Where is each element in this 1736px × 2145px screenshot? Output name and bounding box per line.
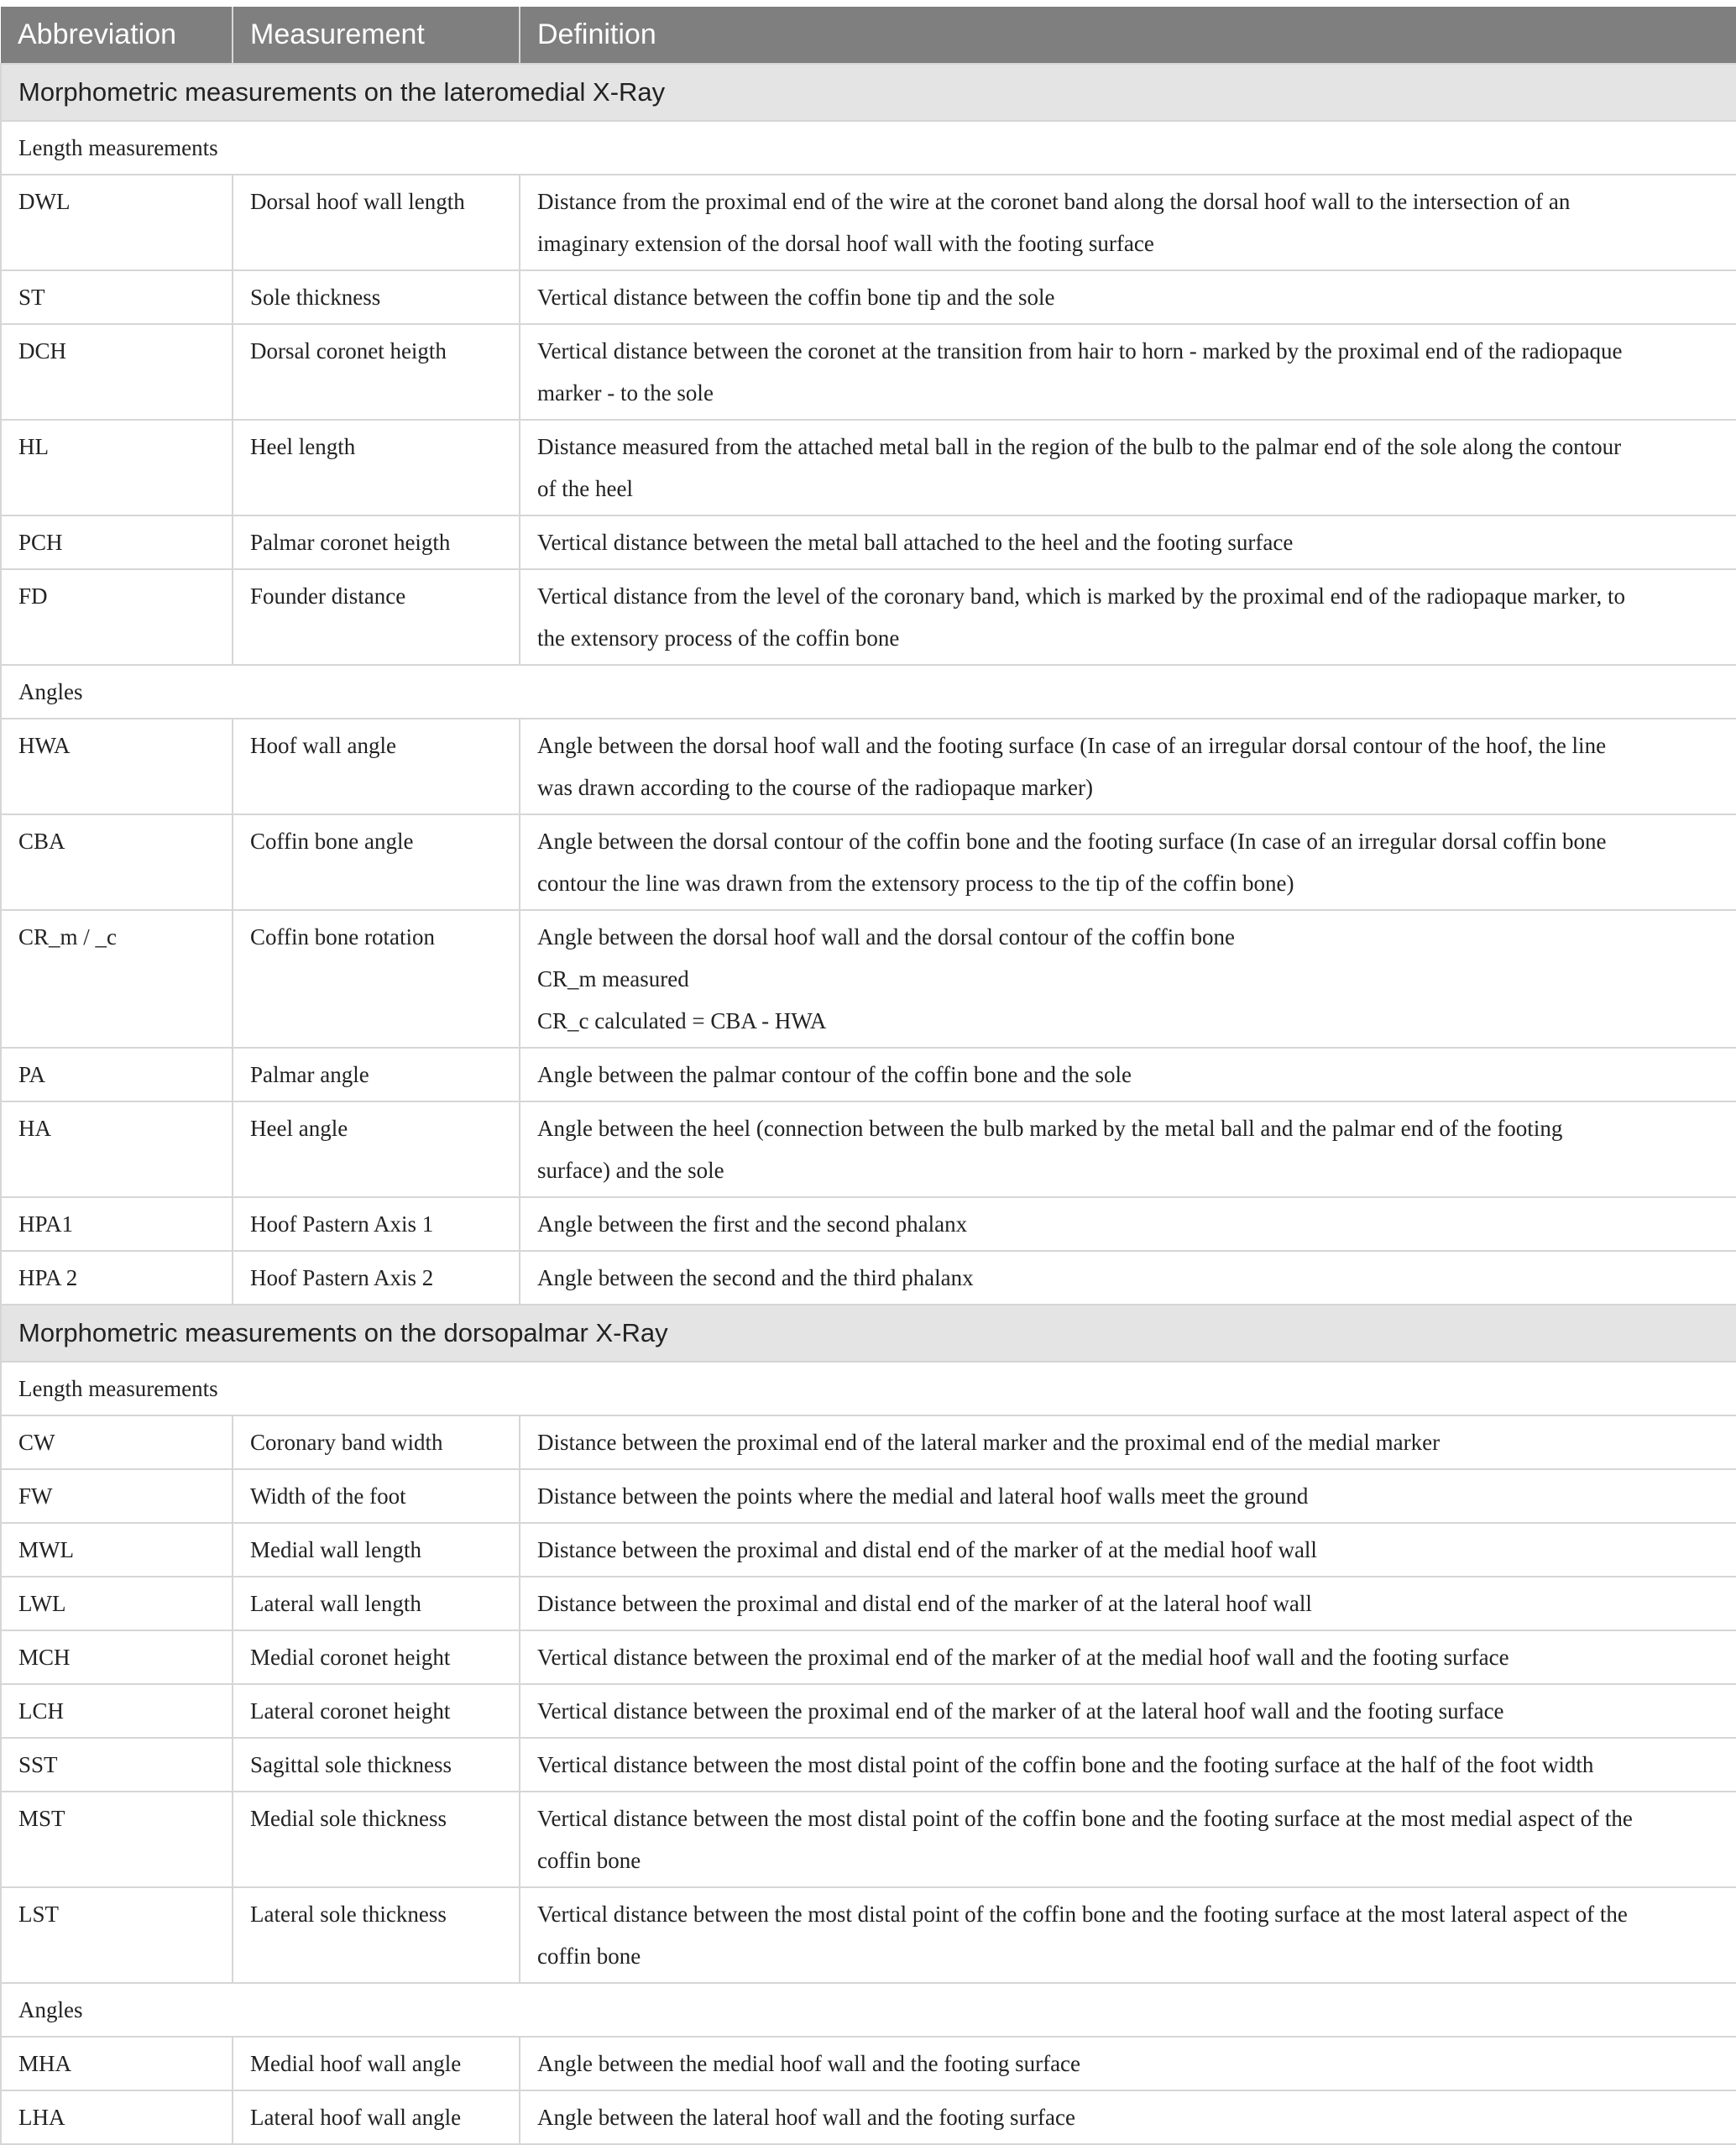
- table-row: [1, 515, 1736, 569]
- definition-line: Distance between the points where the medial and lateral hoof walls meet the ground: [537, 1483, 1309, 1509]
- measurement-cell: Coffin bone angle: [233, 814, 520, 910]
- definition-cell: [520, 1469, 1736, 1523]
- table-row: [1, 1469, 1736, 1523]
- measurement-cell: Sagittal sole thickness: [233, 1738, 520, 1792]
- abbreviation-cell: HPA 2: [1, 1251, 233, 1305]
- abbreviation-cell: CR_m / _c: [1, 910, 233, 1048]
- table-row: [1, 719, 1736, 814]
- measurements-table: [0, 7, 1736, 2145]
- definition-line: Distance between the proximal end of the lateral marker and the proximal end of the medial marker: [537, 1430, 1441, 1455]
- abbreviation-cell: DCH: [1, 324, 233, 420]
- abbreviation-cell: MCH: [1, 1630, 233, 1684]
- table-row: [1, 324, 1736, 420]
- header-row: [1, 7, 1736, 64]
- definition-line: Angle between the lateral hoof wall and the footing surface: [537, 2105, 1075, 2130]
- abbreviation-cell: HA: [1, 1101, 233, 1197]
- measurements-table-container: [0, 7, 1736, 2145]
- measurement-cell: Medial sole thickness: [233, 1792, 520, 1887]
- definition-line: CR_c calculated = CBA - HWA: [537, 1008, 827, 1033]
- definition-line: Distance between the proximal and distal end of the marker of at the lateral hoof wall: [537, 1591, 1312, 1616]
- abbreviation-cell: FD: [1, 569, 233, 665]
- definition-line: Distance measured from the attached metal ball in the region of the bulb to the palmar end of the sole along the contour: [537, 434, 1622, 459]
- abbreviation-cell: MHA: [1, 2037, 233, 2090]
- table-row: [1, 2090, 1736, 2144]
- section-row: [1, 1305, 1736, 1362]
- definition-line: Angle between the dorsal hoof wall and the footing surface (In case of an irregular dorsal contour of the hoof, the line: [537, 733, 1607, 758]
- abbreviation-cell: CBA: [1, 814, 233, 910]
- group-row: [1, 665, 1736, 719]
- table-row: [1, 910, 1736, 1048]
- measurement-cell: Dorsal hoof wall length: [233, 175, 520, 270]
- definition-cell: [520, 2090, 1736, 2144]
- measurement-cell: Medial hoof wall angle: [233, 2037, 520, 2090]
- table-row: [1, 1630, 1736, 1684]
- measurement-cell: Hoof Pastern Axis 1: [233, 1197, 520, 1251]
- abbreviation-cell: HWA: [1, 719, 233, 814]
- definition-cell: [520, 420, 1736, 515]
- definition-cell: [520, 1684, 1736, 1738]
- group-label: Angles: [1, 1983, 1736, 2037]
- definition-line: Vertical distance from the level of the coronary band, which is marked by the proximal end of the radiopaque marker, to: [537, 583, 1625, 609]
- abbreviation-cell: ST: [1, 270, 233, 324]
- table-row: [1, 1048, 1736, 1101]
- section-title: Morphometric measurements on the dorsopalmar X-Ray: [1, 1305, 1736, 1362]
- abbreviation-cell: MST: [1, 1792, 233, 1887]
- group-row: [1, 1983, 1736, 2037]
- definition-cell: [520, 175, 1736, 270]
- table-row: [1, 420, 1736, 515]
- measurement-cell: Coronary band width: [233, 1415, 520, 1469]
- table-row: [1, 270, 1736, 324]
- header-abbreviation: Abbreviation: [1, 7, 233, 64]
- measurement-cell: Hoof wall angle: [233, 719, 520, 814]
- definition-line: marker - to the sole: [537, 380, 714, 405]
- definition-cell: [520, 1523, 1736, 1577]
- definition-cell: [520, 1792, 1736, 1887]
- definition-line: Vertical distance between the most distal point of the coffin bone and the footing surface at the half of the foot width: [537, 1752, 1594, 1777]
- table-row: [1, 1792, 1736, 1887]
- measurement-cell: Medial coronet height: [233, 1630, 520, 1684]
- abbreviation-cell: PA: [1, 1048, 233, 1101]
- definition-cell: [520, 1048, 1736, 1101]
- table-row: [1, 814, 1736, 910]
- table-row: [1, 175, 1736, 270]
- abbreviation-cell: LCH: [1, 1684, 233, 1738]
- group-row: [1, 1362, 1736, 1415]
- section-title: Morphometric measurements on the lateromedial X-Ray: [1, 64, 1736, 121]
- table-header: [1, 7, 1736, 64]
- table-row: [1, 1887, 1736, 1983]
- measurement-cell: Sole thickness: [233, 270, 520, 324]
- measurement-cell: Lateral wall length: [233, 1577, 520, 1630]
- table-row: [1, 1738, 1736, 1792]
- abbreviation-cell: HL: [1, 420, 233, 515]
- table-row: [1, 1415, 1736, 1469]
- group-label: Angles: [1, 665, 1736, 719]
- definition-cell: [520, 1630, 1736, 1684]
- definition-cell: [520, 515, 1736, 569]
- abbreviation-cell: CW: [1, 1415, 233, 1469]
- group-label: Length measurements: [1, 121, 1736, 175]
- definition-cell: [520, 1738, 1736, 1792]
- table-row: [1, 1251, 1736, 1305]
- table-row: [1, 1101, 1736, 1197]
- definition-cell: [520, 1577, 1736, 1630]
- definition-line: Vertical distance between the most distal point of the coffin bone and the footing surface at the most lateral aspect of the: [537, 1902, 1628, 1927]
- measurement-cell: Width of the foot: [233, 1469, 520, 1523]
- abbreviation-cell: PCH: [1, 515, 233, 569]
- definition-line: Distance between the proximal and distal end of the marker of at the medial hoof wall: [537, 1537, 1317, 1562]
- definition-cell: [520, 270, 1736, 324]
- measurement-cell: Heel angle: [233, 1101, 520, 1197]
- definition-line: contour the line was drawn from the extensory process to the tip of the coffin bone): [537, 871, 1294, 896]
- definition-line: Vertical distance between the proximal end of the marker of at the lateral hoof wall and the footing surface: [537, 1698, 1504, 1724]
- definition-cell: [520, 2037, 1736, 2090]
- definition-line: Angle between the medial hoof wall and the footing surface: [537, 2051, 1081, 2076]
- abbreviation-cell: MWL: [1, 1523, 233, 1577]
- definition-line: Vertical distance between the proximal end of the marker of at the medial hoof wall and the footing surface: [537, 1645, 1509, 1670]
- abbreviation-cell: SST: [1, 1738, 233, 1792]
- abbreviation-cell: HPA1: [1, 1197, 233, 1251]
- definition-line: Angle between the second and the third phalanx: [537, 1265, 974, 1290]
- measurement-cell: Dorsal coronet heigth: [233, 324, 520, 420]
- definition-cell: [520, 814, 1736, 910]
- abbreviation-cell: LHA: [1, 2090, 233, 2144]
- definition-cell: [520, 1251, 1736, 1305]
- measurement-cell: Palmar coronet heigth: [233, 515, 520, 569]
- table-row: [1, 2037, 1736, 2090]
- definition-line: Angle between the palmar contour of the coffin bone and the sole: [537, 1062, 1132, 1087]
- measurement-cell: Founder distance: [233, 569, 520, 665]
- definition-line: Angle between the dorsal hoof wall and the dorsal contour of the coffin bone: [537, 924, 1236, 950]
- measurement-cell: Heel length: [233, 420, 520, 515]
- measurement-cell: Medial wall length: [233, 1523, 520, 1577]
- table-row: [1, 569, 1736, 665]
- table-row: [1, 1523, 1736, 1577]
- definition-cell: [520, 1101, 1736, 1197]
- measurement-cell: Palmar angle: [233, 1048, 520, 1101]
- group-row: [1, 121, 1736, 175]
- table-row: [1, 1577, 1736, 1630]
- definition-line: surface) and the sole: [537, 1158, 724, 1183]
- definition-line: CR_m measured: [537, 966, 689, 991]
- header-definition: Definition: [520, 7, 1736, 64]
- definition-line: Vertical distance between the coffin bone tip and the sole: [537, 285, 1055, 310]
- definition-line: Distance from the proximal end of the wire at the coronet band along the dorsal hoof wall to the intersection of an: [537, 189, 1571, 214]
- measurement-cell: Lateral coronet height: [233, 1684, 520, 1738]
- measurement-cell: Lateral sole thickness: [233, 1887, 520, 1983]
- measurement-cell: Hoof Pastern Axis 2: [233, 1251, 520, 1305]
- table-row: [1, 1684, 1736, 1738]
- definition-line: of the heel: [537, 476, 633, 501]
- table-body: [1, 64, 1736, 2144]
- abbreviation-cell: LST: [1, 1887, 233, 1983]
- definition-cell: [520, 324, 1736, 420]
- measurement-cell: Lateral hoof wall angle: [233, 2090, 520, 2144]
- definition-line: Vertical distance between the metal ball attached to the heel and the footing surface: [537, 530, 1294, 555]
- definition-cell: [520, 1415, 1736, 1469]
- definition-cell: [520, 1887, 1736, 1983]
- abbreviation-cell: LWL: [1, 1577, 233, 1630]
- table-row: [1, 1197, 1736, 1251]
- definition-line: the extensory process of the coffin bone: [537, 625, 900, 651]
- definition-cell: [520, 719, 1736, 814]
- definition-line: Vertical distance between the coronet at the transition from hair to horn - marked by the proximal end of the radiopaque: [537, 338, 1623, 364]
- abbreviation-cell: DWL: [1, 175, 233, 270]
- section-row: [1, 64, 1736, 121]
- definition-line: was drawn according to the course of the radiopaque marker): [537, 775, 1093, 800]
- definition-cell: [520, 569, 1736, 665]
- definition-line: Angle between the dorsal contour of the coffin bone and the footing surface (In case of an irregular dorsal coffin bone: [537, 829, 1607, 854]
- definition-line: coffin bone: [537, 1848, 641, 1873]
- definition-line: Angle between the heel (connection between the bulb marked by the metal ball and the palmar end of the footing: [537, 1116, 1563, 1141]
- header-measurement: Measurement: [233, 7, 520, 64]
- definition-line: Angle between the first and the second phalanx: [537, 1211, 968, 1237]
- definition-cell: [520, 1197, 1736, 1251]
- abbreviation-cell: FW: [1, 1469, 233, 1523]
- definition-line: Vertical distance between the most distal point of the coffin bone and the footing surface at the most medial aspect of the: [537, 1806, 1633, 1831]
- measurement-cell: Coffin bone rotation: [233, 910, 520, 1048]
- definition-line: coffin bone: [537, 1944, 641, 1969]
- definition-line: imaginary extension of the dorsal hoof wall with the footing surface: [537, 231, 1154, 256]
- group-label: Length measurements: [1, 1362, 1736, 1415]
- definition-cell: [520, 910, 1736, 1048]
